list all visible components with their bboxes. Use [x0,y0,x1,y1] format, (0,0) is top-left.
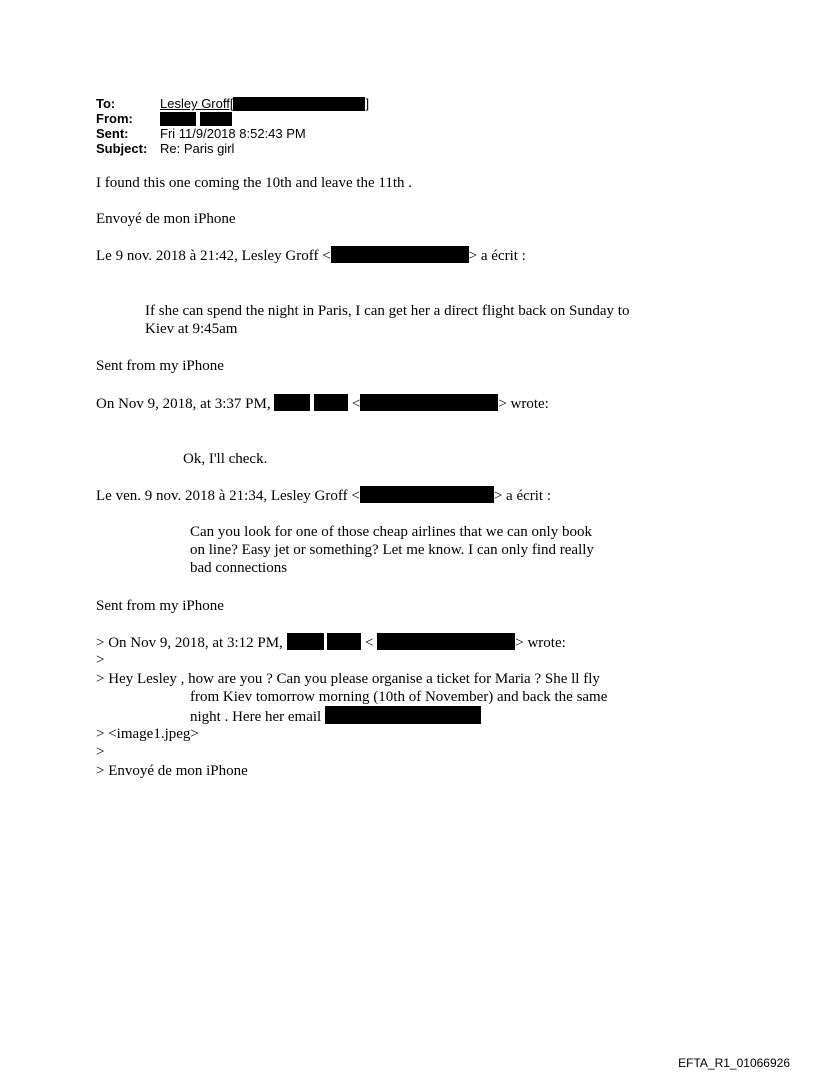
message-line: If she can spend the night in Paris, I can get her a direct flight back on Sunday to [145,303,630,319]
to-close: ] [365,96,370,111]
signature: Sent from my iPhone [96,358,224,374]
redaction-box [360,394,498,411]
quote-header-tail: > wrote: [498,396,549,412]
redaction-box [200,112,232,126]
sent-label: Sent: [96,126,129,141]
quote-header [96,486,551,506]
to-label: To: [96,96,116,111]
message-line: on line? Easy jet or something? Let me know. I can only find really [190,542,594,558]
message-line: bad connections [190,560,288,576]
quote-header-tail: > a écrit : [468,248,526,264]
message-line: from Kiev tomorrow morning (10th of November) and back the same [190,689,608,705]
quote-header-tail: > a écrit : [493,488,552,504]
quote-header [96,394,549,414]
quote-header-text: On Nov 9, 2018, at 3:37 PM, [96,396,271,412]
from-label: From: [96,111,133,126]
redaction-box [331,246,469,263]
quote-header-text: Le ven. 9 nov. 2018 à 21:34, Lesley Groff < [96,488,360,504]
redaction-box [274,394,310,411]
quote-marker: > [96,652,105,668]
quote-header-lt: < [351,396,361,412]
quote-header-text: > On Nov 9, 2018, at 3:12 PM, [96,635,283,651]
message-line: Kiev at 9:45am [145,321,238,337]
email-header [96,96,496,160]
quote-header-text: Le 9 nov. 2018 à 21:42, Lesley Groff < [96,248,331,264]
subject-label: Subject: [96,141,148,156]
redaction-box [160,112,196,126]
message-line: Can you look for one of those cheap airlines that we can only book [190,524,592,540]
sent-value: Fri 11/9/2018 8:52:43 PM [160,126,306,141]
signature: Envoyé de mon iPhone [96,211,236,227]
body-line: I found this one coming the 10th and leave the 11th . [96,175,413,191]
from-value [160,111,232,126]
quote-header [96,633,566,653]
message-line [190,706,481,727]
quote-header-tail: > wrote: [515,635,566,651]
signature: Sent from my iPhone [96,598,224,614]
redaction-box [287,633,324,650]
redaction-box [377,633,515,650]
to-name: Lesley Groff[ [160,96,234,111]
quote-marker: > [96,744,105,760]
redaction-box [314,394,348,411]
redaction-box [233,97,365,111]
signature: > Envoyé de mon iPhone [96,763,248,779]
quote-header-lt: < [365,635,374,651]
attachment-line: > <image1.jpeg> [96,726,199,742]
redaction-box [327,633,361,650]
redaction-box [325,706,481,724]
subject-value: Re: Paris girl [160,141,235,156]
document-id: EFTA_R1_01066926 [678,1056,790,1070]
quote-header [96,246,526,266]
message-line: Ok, I'll check. [183,451,268,467]
message-line: > Hey Lesley , how are you ? Can you please organise a ticket for Maria ? She ll fly [96,671,600,687]
to-value [160,96,369,111]
message-line-text: night . Here her email [190,709,322,725]
redaction-box [360,486,494,503]
